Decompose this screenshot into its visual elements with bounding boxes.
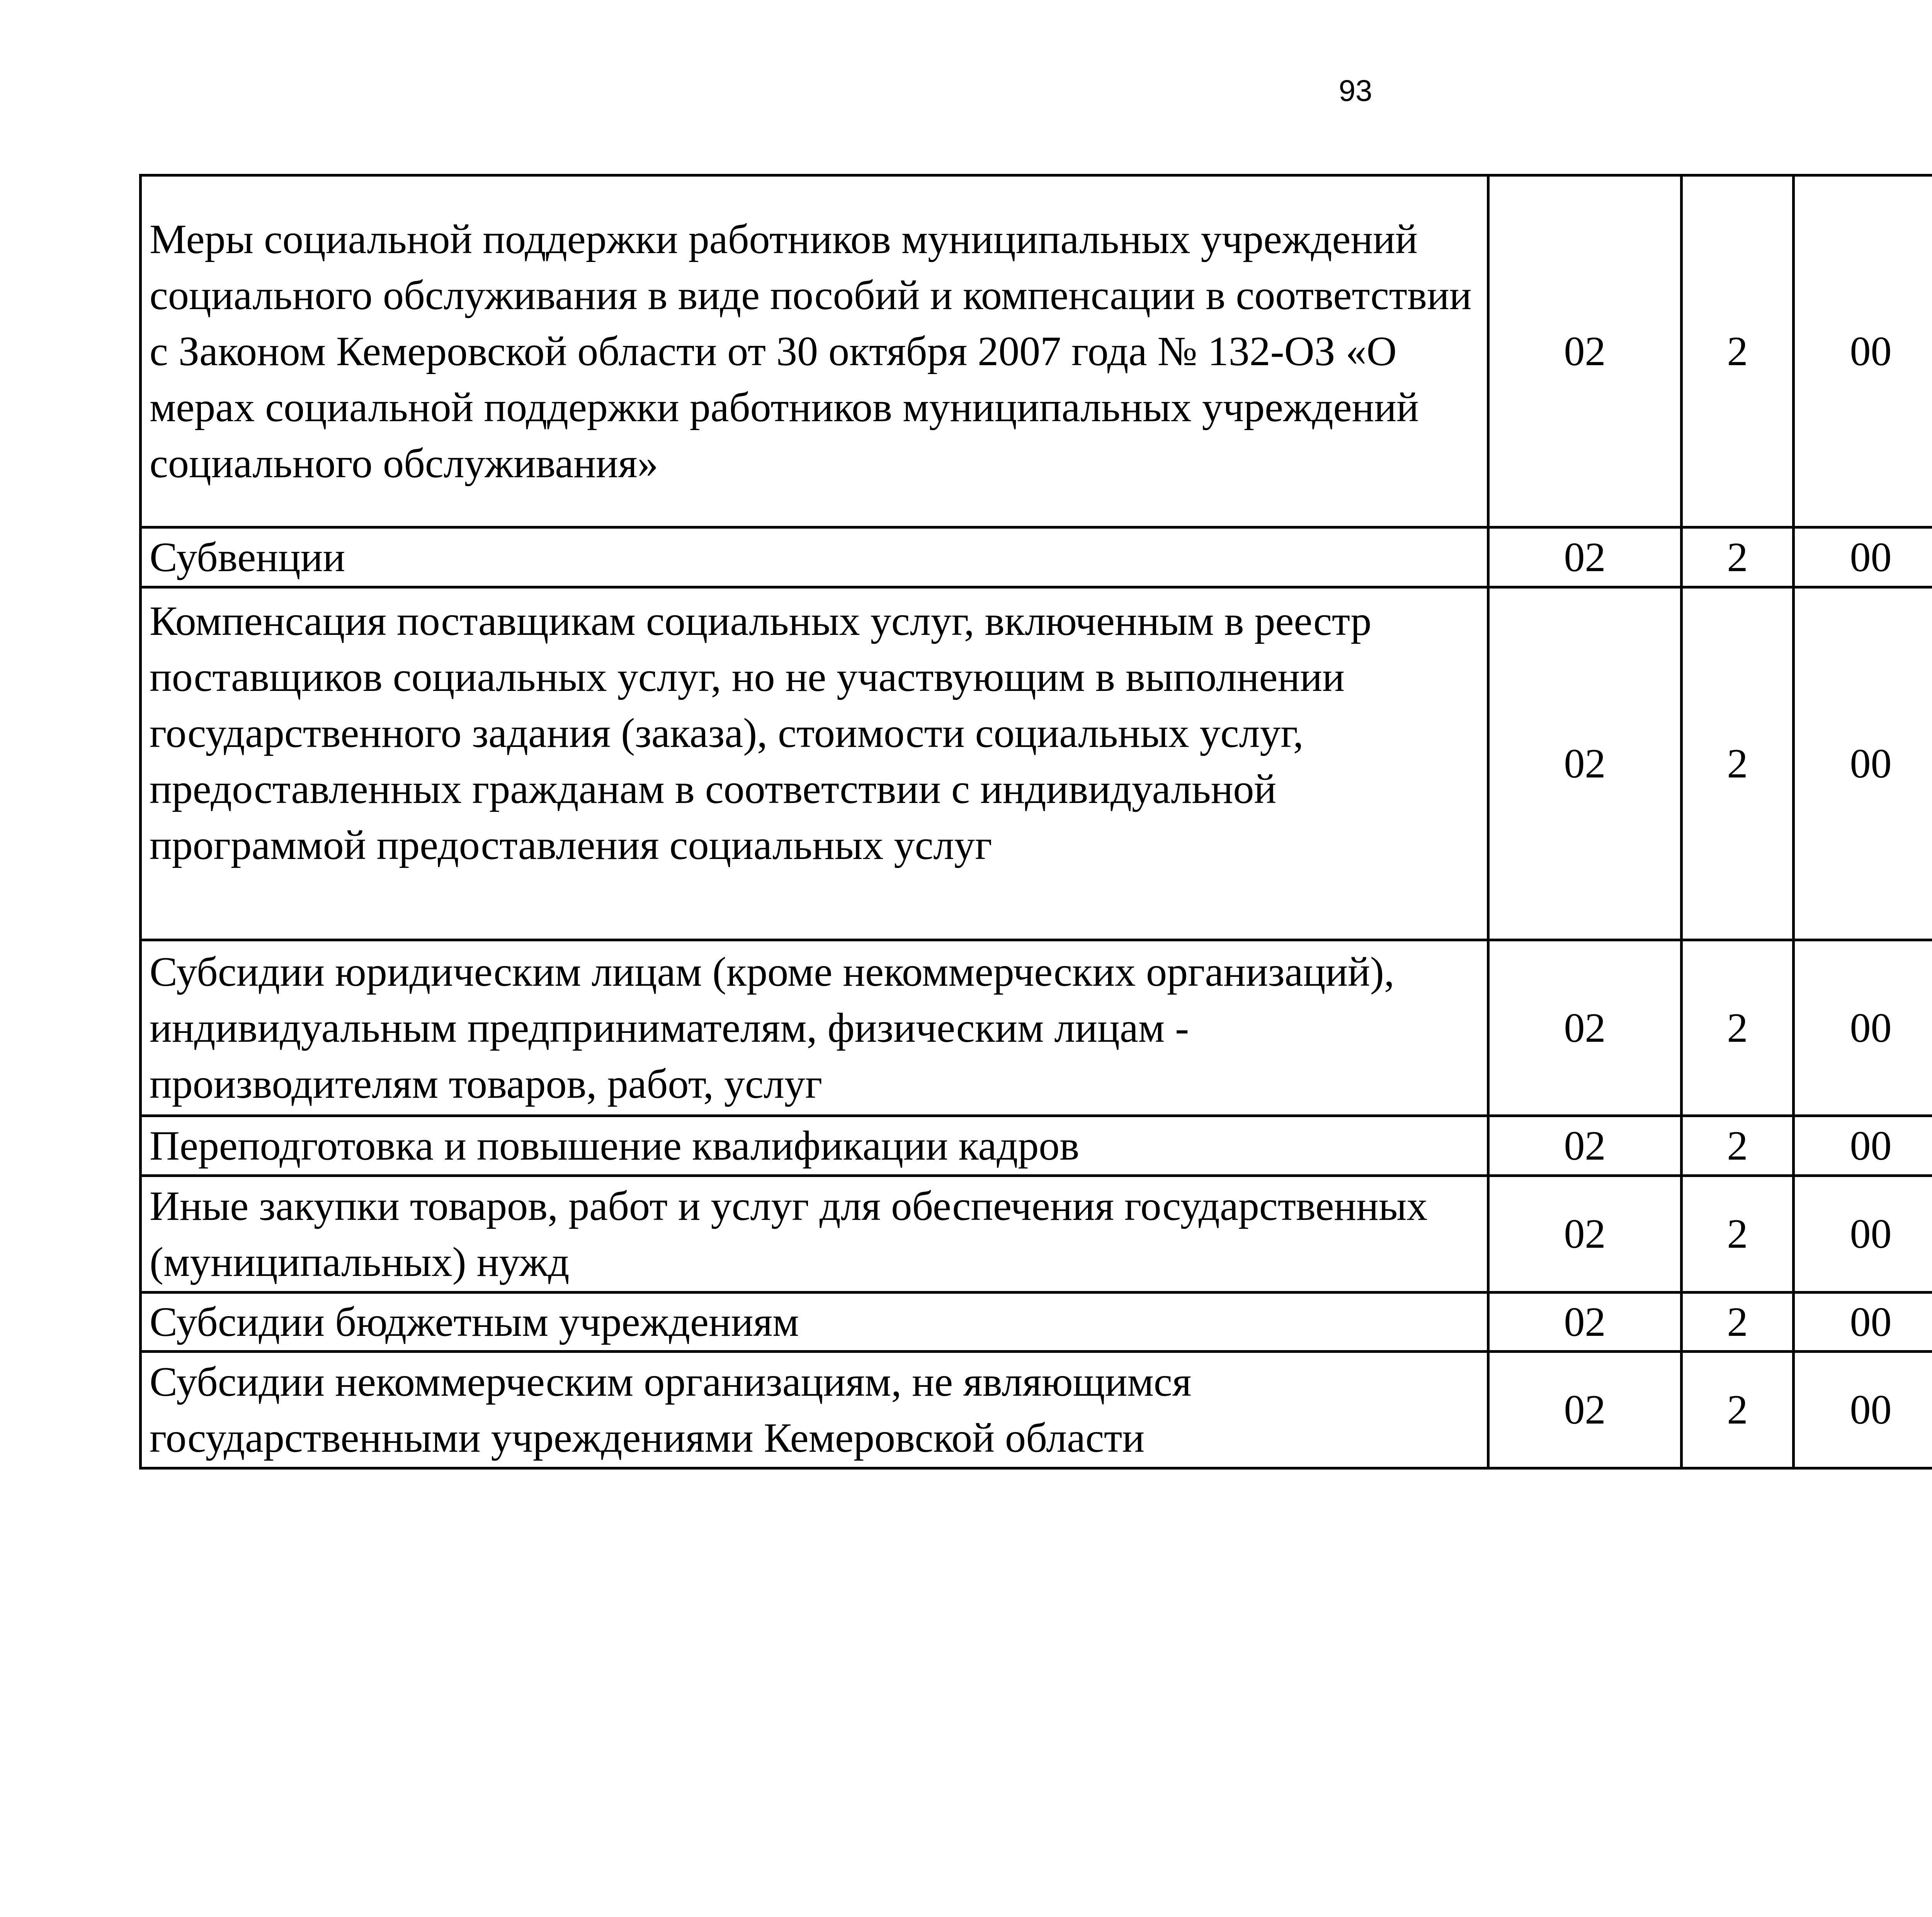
- program-code: 02: [1488, 1352, 1682, 1468]
- subprogram-code: 2: [1682, 175, 1794, 527]
- page-number: 93: [1338, 73, 1372, 107]
- event-code: 00: [1794, 175, 1932, 527]
- event-code: 00: [1794, 1293, 1932, 1352]
- subprogram-code: 2: [1682, 527, 1794, 587]
- event-code: 00: [1794, 1176, 1932, 1293]
- table-row: [141, 587, 1932, 940]
- table-row: [141, 1352, 1932, 1468]
- budget-table: [139, 174, 1932, 1470]
- subprogram-code: 2: [1682, 940, 1794, 1116]
- table-row: [141, 1176, 1932, 1293]
- subprogram-code: 2: [1682, 1176, 1794, 1293]
- row-name: Иные закупки товаров, работ и услуг для обеспечения государственных (муниципальных) нужд: [141, 1176, 1488, 1293]
- subprogram-code: 2: [1682, 587, 1794, 940]
- table-row: [141, 1116, 1932, 1176]
- program-code: 02: [1488, 1293, 1682, 1352]
- program-code: 02: [1488, 587, 1682, 940]
- program-code: 02: [1488, 175, 1682, 527]
- program-code: 02: [1488, 1176, 1682, 1293]
- table-row: [141, 527, 1932, 587]
- program-code: 02: [1488, 1116, 1682, 1176]
- event-code: 00: [1794, 940, 1932, 1116]
- subprogram-code: 2: [1682, 1116, 1794, 1176]
- row-name: Компенсация поставщикам социальных услуг, включенным в реестр поставщиков социальных услуг, но не участвующим в выполнении государственного задания (заказа), стоимости социальных услуг, предоставленных гражданам в соответствии с индивидуальной программой предоставления социальных услуг: [141, 587, 1488, 940]
- row-name: Субсидии юридическим лицам (кроме некоммерческих организаций), индивидуальным предпринимателям, физическим лицам - производителям товаров, работ, услуг: [141, 940, 1488, 1116]
- event-code: 00: [1794, 1116, 1932, 1176]
- row-name: Переподготовка и повышение квалификации кадров: [141, 1116, 1488, 1176]
- table-row: [141, 940, 1932, 1116]
- row-name: Субсидии некоммерческим организациям, не являющимся государственными учреждениями Кемеровской области: [141, 1352, 1488, 1468]
- program-code: 02: [1488, 527, 1682, 587]
- event-code: 00: [1794, 1352, 1932, 1468]
- program-code: 02: [1488, 940, 1682, 1116]
- table-row: [141, 175, 1932, 527]
- event-code: 00: [1794, 587, 1932, 940]
- event-code: 00: [1794, 527, 1932, 587]
- row-name: Субвенции: [141, 527, 1488, 587]
- subprogram-code: 2: [1682, 1293, 1794, 1352]
- row-name: Меры социальной поддержки работников муниципальных учреждений социального обслуживания в виде пособий и компенсации в соответствии с Законом Кемеровской области от 30 октября 2007 года № 132-ОЗ «О мерах социальной поддержки работников муниципальных учреждений социального обслуживания»: [141, 175, 1488, 527]
- row-name: Субсидии бюджетным учреждениям: [141, 1293, 1488, 1352]
- subprogram-code: 2: [1682, 1352, 1794, 1468]
- table-row: [141, 1293, 1932, 1352]
